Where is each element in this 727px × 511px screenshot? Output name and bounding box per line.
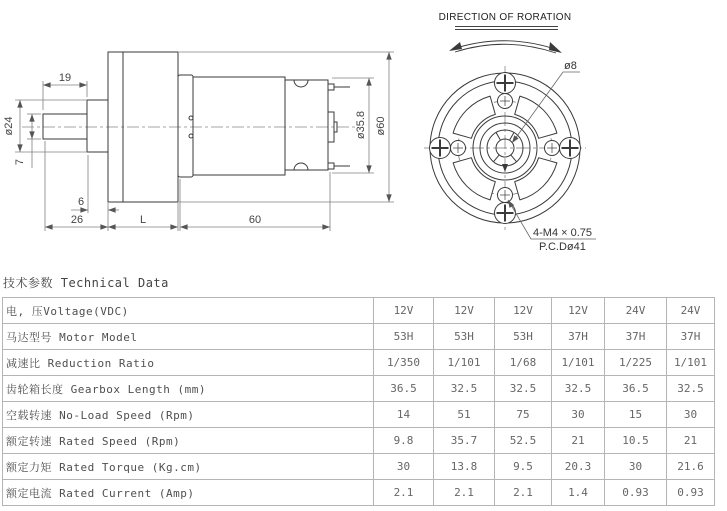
row-value: 9.8 [374,428,434,454]
row-value: 1/350 [374,350,434,376]
side-view-dimension-labels [3,72,387,226]
row-value: 2.1 [495,480,552,506]
row-value: 1/101 [434,350,495,376]
row-label: 电, 压Voltage(VDC) [3,298,374,324]
table-row [3,454,715,480]
flange-slot [515,96,557,138]
rotation-direction-label: DIRECTION OF RORATION [438,12,572,23]
dim-label-shaft-length: 19 [58,72,72,84]
motor-end-cap [285,80,328,170]
row-label: 马达型号 Motor Model [3,324,374,350]
row-value: 24V [605,298,667,324]
row-value: 35.7 [434,428,495,454]
flange-slot [453,96,495,138]
row-value: 10.5 [605,428,667,454]
row-value: 53H [374,324,434,350]
row-value: 51 [434,402,495,428]
table-row [3,324,715,350]
table-row [3,428,715,454]
motor-front-ring [178,75,193,177]
row-value: 1/225 [605,350,667,376]
front-view-drawing [424,66,586,230]
side-view-dimensions [15,52,394,231]
row-value: 12V [495,298,552,324]
row-value: 1.4 [552,480,605,506]
terminal-tab [328,84,334,90]
technical-data-section [2,274,714,506]
row-value: 0.93 [667,480,715,506]
flange-slot [515,158,557,200]
table-row [3,480,715,506]
table-title: 技术参数 Technical Data [3,276,169,290]
row-value: 2.1 [374,480,434,506]
mounting-hole [498,94,513,109]
dim-label-boss-dia: ø24 [3,116,15,136]
row-value: 1/101 [667,350,715,376]
row-value: 1/101 [552,350,605,376]
row-value: 0.93 [605,480,667,506]
row-value: 75 [495,402,552,428]
row-value: 52.5 [495,428,552,454]
row-label: 齿轮箱长度 Gearbox Length (mm) [3,376,374,402]
dim-label-motor-dia: ø35.8 [355,110,367,140]
rim-screw [495,203,516,224]
row-value: 30 [374,454,434,480]
row-value: 24V [667,298,715,324]
row-label: 额定转速 Rated Speed (Rpm) [3,428,374,454]
table-row [3,376,715,402]
row-value: 36.5 [374,376,434,402]
rim-screw [495,73,516,94]
table-row [3,402,715,428]
spec-table [2,297,715,506]
row-value: 53H [495,324,552,350]
row-value: 32.5 [495,376,552,402]
row-value: 15 [605,402,667,428]
row-value: 30 [552,402,605,428]
row-value: 12V [552,298,605,324]
table-row [3,298,715,324]
mounting-hole [545,141,560,156]
row-value: 21 [552,428,605,454]
row-value: 20.3 [552,454,605,480]
screw-spec-label: 4-M4 × 0.75 [533,227,593,239]
mounting-hole [451,141,466,156]
cap-notch-bottom [294,163,308,170]
shaft-boss [87,100,108,152]
row-value: 9.5 [495,454,552,480]
row-value: 21 [667,428,715,454]
output-shaft [43,114,87,139]
row-value: 37H [552,324,605,350]
row-label: 减速比 Reduction Ratio [3,350,374,376]
ring-screw-dot [189,116,193,120]
rim-screw [430,138,451,159]
dim-label-boss-width: 6 [77,196,85,208]
row-value: 12V [434,298,495,324]
rotation-arrowhead-left [449,42,462,51]
row-label: 空载转速 No-Load Speed (Rpm) [3,402,374,428]
dim-label-gearbox-length: L [139,214,147,226]
row-value: 37H [667,324,715,350]
row-value: 32.5 [434,376,495,402]
ring-screw-dot [189,134,193,138]
row-value: 12V [374,298,434,324]
row-value: 32.5 [667,376,715,402]
row-value: 14 [374,402,434,428]
row-value: 21.6 [667,454,715,480]
row-value: 53H [434,324,495,350]
row-value: 13.8 [434,454,495,480]
motor-body [193,77,285,175]
rotation-arrow-arc [455,44,556,53]
dim-label-gearbox-dia: ø60 [375,116,387,136]
bearing-nub [334,122,337,132]
shaft-dia-label: ø8 [564,60,577,72]
row-label: 额定力矩 Rated Torque (Kg.cm) [3,454,374,480]
row-value: 37H [605,324,667,350]
dim-label-shaft-dia: 7 [14,158,26,166]
row-value: 1/68 [495,350,552,376]
row-value: 30 [667,402,715,428]
row-label: 额定电流 Rated Current (Amp) [3,480,374,506]
pcd-label: P.C.Dø41 [539,241,586,253]
cap-notch-top [294,80,308,87]
mounting-hole [498,188,513,203]
row-value: 2.1 [434,480,495,506]
rotation-direction-annotation [439,12,572,53]
dim-label-motor-length: 60 [248,214,262,226]
side-view-drawing [22,52,358,202]
table-row [3,350,715,376]
flange-slot [453,158,495,200]
rim-screw [560,138,581,159]
row-value: 30 [605,454,667,480]
dim-label-front-length: 26 [70,214,84,226]
row-value: 32.5 [552,376,605,402]
row-value: 36.5 [605,376,667,402]
terminal-tab [328,163,334,169]
